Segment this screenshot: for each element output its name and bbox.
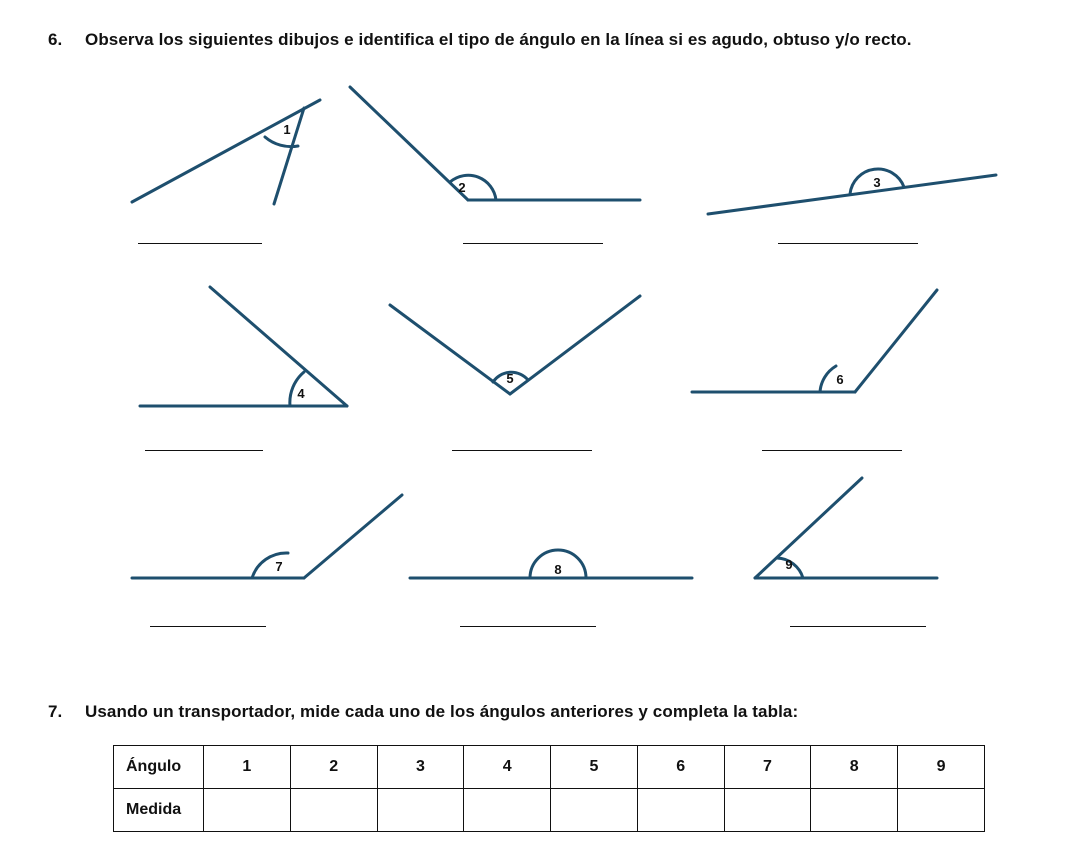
angle-9-figure (755, 478, 937, 578)
answer-blank-9[interactable] (790, 626, 926, 627)
question-6-number: 6. (48, 30, 63, 49)
table-column-8: 8 (811, 746, 898, 789)
measure-cell-5[interactable] (551, 789, 638, 832)
question-6-text: Observa los siguientes dibujos e identifica el tipo de ángulo en la línea si es agudo, obtuso y/o recto. (85, 30, 912, 49)
answer-blank-4[interactable] (145, 450, 263, 451)
table-column-7: 7 (724, 746, 811, 789)
measure-cell-9[interactable] (898, 789, 985, 832)
table-row-label: Medida (114, 789, 204, 832)
angle-1-label: 1 (283, 122, 291, 137)
angle-5-label: 5 (506, 371, 514, 386)
angle-6-label: 6 (836, 372, 844, 387)
measure-cell-7[interactable] (724, 789, 811, 832)
answer-blank-3[interactable] (778, 243, 918, 244)
angle-1-figure (132, 100, 320, 204)
angle-9-label: 9 (785, 557, 793, 572)
angle-7-figure (132, 495, 402, 578)
angle-4-label: 4 (297, 386, 305, 401)
measure-cell-8[interactable] (811, 789, 898, 832)
answer-blank-6[interactable] (762, 450, 902, 451)
measure-cell-1[interactable] (204, 789, 291, 832)
measure-cell-4[interactable] (464, 789, 551, 832)
question-7-text: Usando un transportador, mide cada uno de los ángulos anteriores y completa la tabla: (85, 702, 799, 721)
question-7 (48, 702, 798, 722)
angle-8-label: 8 (554, 562, 562, 577)
angle-2-label: 2 (458, 180, 466, 195)
answer-blank-7[interactable] (150, 626, 266, 627)
answer-blank-1[interactable] (138, 243, 262, 244)
answer-blank-2[interactable] (463, 243, 603, 244)
table-column-4: 4 (464, 746, 551, 789)
measure-table (113, 745, 985, 832)
angle-2-figure (350, 87, 640, 200)
angle-3-label: 3 (873, 175, 881, 190)
question-7-number: 7. (48, 702, 63, 721)
answer-blank-8[interactable] (460, 626, 596, 627)
measure-cell-2[interactable] (290, 789, 377, 832)
angle-5-figure (390, 296, 640, 394)
angle-6-figure (692, 290, 937, 392)
table-header-row (114, 746, 985, 789)
measure-cell-6[interactable] (637, 789, 724, 832)
table-column-5: 5 (551, 746, 638, 789)
table-column-1: 1 (204, 746, 291, 789)
measure-cell-3[interactable] (377, 789, 464, 832)
table-measure-row (114, 789, 985, 832)
angle-8-figure (410, 550, 692, 578)
answer-blank-5[interactable] (452, 450, 592, 451)
table-header-label: Ángulo (114, 746, 204, 789)
table-column-2: 2 (290, 746, 377, 789)
table-column-9: 9 (898, 746, 985, 789)
angle-4-figure (140, 287, 347, 406)
table-column-3: 3 (377, 746, 464, 789)
angle-3-figure (708, 169, 996, 214)
table-column-6: 6 (637, 746, 724, 789)
angle-7-label: 7 (275, 559, 283, 574)
